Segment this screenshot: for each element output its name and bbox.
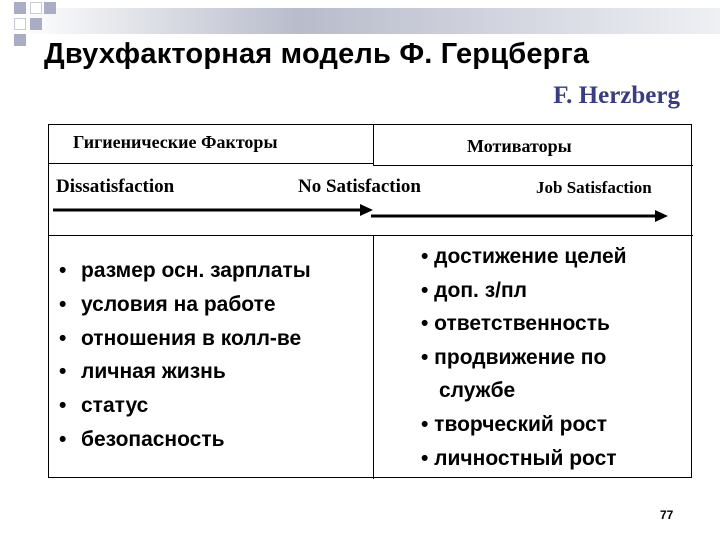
bullet: •	[59, 427, 67, 451]
body-divider	[49, 235, 693, 236]
axis-label-job-satisfaction: Job Satisfaction	[536, 178, 652, 197]
arrow-left-head	[360, 204, 373, 216]
axis-label-dissatisfaction: Dissatisfaction	[56, 176, 175, 197]
hygiene-header: Гигиенические Факторы	[73, 132, 278, 152]
slide-subtitle: F. Herzberg	[553, 82, 680, 109]
arrow-right-head	[655, 210, 668, 222]
list-item: • личностный рост	[421, 446, 617, 470]
bullet: •	[59, 394, 67, 418]
motivators-list	[421, 245, 627, 480]
bullet: •	[59, 259, 67, 282]
model-table	[48, 124, 692, 478]
list-item: • условия на работе	[59, 292, 276, 316]
list-item-continuation: службе	[439, 379, 516, 403]
bullet: •	[59, 292, 67, 316]
axis-label-no-satisfaction: No Satisfaction	[298, 176, 421, 197]
list-item: • доп. з/пл	[421, 278, 527, 302]
list-item: • личная жизнь	[59, 360, 226, 384]
bullet: •	[59, 360, 67, 384]
page-number: 77	[660, 508, 674, 522]
list-item: • безопасность	[59, 427, 225, 451]
list-item: • размер осн. зарплаты	[59, 259, 311, 282]
title-decoration-bar	[20, 8, 720, 34]
list-item: • творческий рост	[421, 412, 608, 436]
list-item: • достижение целей	[421, 245, 627, 268]
list-item: • продвижение по	[421, 345, 607, 369]
body-column-divider	[373, 235, 374, 479]
list-item: • статус	[59, 394, 149, 418]
slide-title: Двухфакторная модель Ф. Герцберга	[44, 38, 590, 70]
motivators-header: Мотиваторы	[467, 136, 572, 156]
bullet: •	[59, 326, 67, 350]
list-item: • ответственность	[421, 312, 610, 336]
hygiene-factors-list	[59, 259, 311, 462]
list-item: • отношения в колл-ве	[59, 326, 302, 350]
